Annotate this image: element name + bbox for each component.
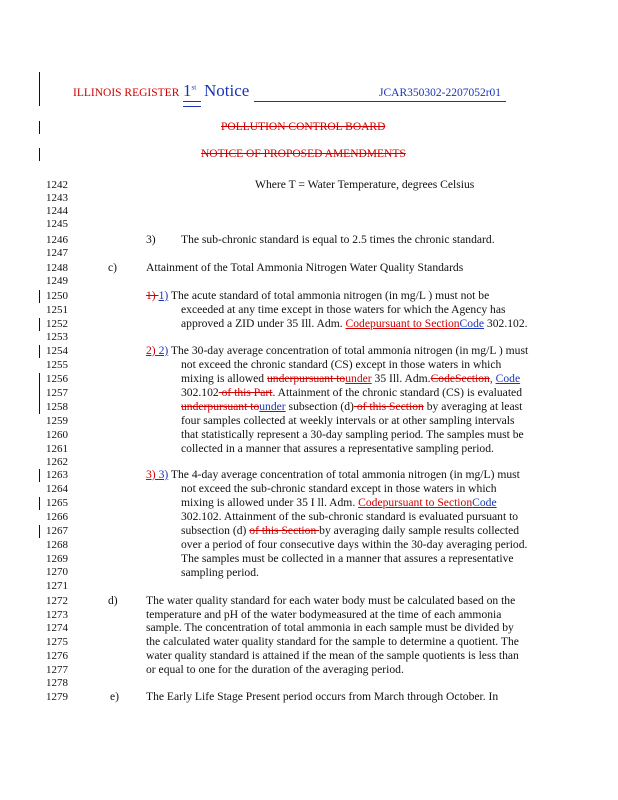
line-number: 1257 — [46, 387, 68, 399]
line-number: 1256 — [46, 373, 68, 385]
para-3-line-5 — [181, 524, 519, 537]
line-number: 1244 — [46, 205, 68, 217]
line-number: 1258 — [46, 401, 68, 413]
item-3-text: The sub-chronic standard is equal to 2.5 times the chronic standard. — [181, 233, 495, 246]
text-span: by averaging at least — [423, 400, 523, 413]
line-number: 1259 — [46, 415, 68, 427]
line-number: 1262 — [46, 456, 68, 468]
change-bar — [39, 318, 40, 331]
jcar-code: JCAR350302-2207052r01 — [379, 87, 502, 99]
deleted-text: of this Section — [249, 524, 320, 537]
text-span: mixing is allowed — [181, 372, 267, 385]
line-number: 1268 — [46, 539, 68, 551]
line-number: 1265 — [46, 497, 68, 509]
para-2-line-3 — [181, 372, 520, 385]
text-span: 35 Ill. Adm. — [371, 372, 431, 385]
text-span: The 4-day average concentration of total ammonia nitrogen (in mg/L) must — [168, 468, 520, 481]
para-2-line-4 — [181, 386, 522, 399]
line-number: 1254 — [46, 345, 68, 357]
line-number: 1243 — [46, 192, 68, 204]
para-3-line-4: 302.102. Attainment of the sub-chronic standard is evaluated pursuant to — [181, 510, 519, 523]
change-bar — [39, 469, 40, 482]
section-d-line-6: or equal to one for the duration of the averaging period. — [146, 663, 404, 676]
line-number: 1261 — [46, 443, 68, 455]
line-number: 1245 — [46, 218, 68, 230]
inserted-text: Code — [495, 372, 521, 385]
section-d-line-5: water quality standard is attained if the mean of the sample quotients is less than — [146, 649, 519, 662]
change-bar — [39, 525, 40, 538]
change-bar — [39, 497, 40, 510]
inserted-text: Code — [345, 317, 371, 330]
text-span: The acute standard of total ammonia nitrogen (in mg/L ) must not be — [168, 289, 490, 302]
para-3-line-7: The samples must be collected in a manner that assures a representative — [181, 552, 514, 565]
line-number: 1246 — [46, 234, 68, 246]
line-number: 1269 — [46, 553, 68, 565]
line-number: 1266 — [46, 511, 68, 523]
change-bar — [39, 121, 40, 134]
inserted-text: Code — [358, 496, 383, 509]
section-d-line-2: temperature and pH of the water bodymeasured at the time of each ammonia — [146, 608, 502, 621]
inserted-text: pursuant to Section — [370, 317, 460, 330]
para-1-line-3 — [181, 317, 528, 330]
line-number: 1253 — [46, 331, 68, 343]
para-3-line-1 — [146, 468, 520, 481]
line-number: 1278 — [46, 677, 68, 689]
line-number: 1270 — [46, 566, 68, 578]
line-number: 1276 — [46, 650, 68, 662]
text-span: 302.102 — [181, 386, 219, 399]
line-number: 1264 — [46, 483, 68, 495]
text-span: mixing is allowed under 35 I ll. Adm. — [181, 496, 359, 509]
line-number: 1272 — [46, 595, 68, 607]
section-d-letter: d) — [108, 594, 118, 607]
para-2-line-7: that statistically represent a 30-day sampling period. The samples must be — [181, 428, 524, 441]
line-number: 1260 — [46, 429, 68, 441]
section-e-line-1: The Early Life Stage Present period occurs from March through October. In — [146, 690, 499, 703]
line-number: 1250 — [46, 290, 68, 302]
line-number: 1248 — [46, 262, 68, 274]
change-bar — [39, 373, 40, 414]
para-2-line-5 — [181, 400, 522, 413]
line-number: 1252 — [46, 318, 68, 330]
first-mark-sup: st — [191, 83, 197, 92]
text-span: subsection (d) — [181, 524, 250, 537]
line-number: 1247 — [46, 247, 68, 259]
change-bar — [39, 345, 40, 358]
inserted-text: under — [259, 400, 286, 413]
para-3-line-6: over a period of four consecutive days within the 30-day averaging period. — [181, 538, 528, 551]
line-number: 1251 — [46, 304, 68, 316]
section-c-letter: c) — [108, 261, 118, 274]
change-bar — [39, 148, 40, 161]
para-2-line-1 — [146, 344, 528, 357]
para-2-line-8: collected in a manner that assures a representative sampling period. — [181, 442, 494, 455]
para-3-line-8: sampling period. — [181, 566, 259, 579]
line-number: 1263 — [46, 469, 68, 481]
section-c-heading: Attainment of the Total Ammonia Nitrogen Water Quality Standards — [146, 261, 464, 274]
inserted-text: under — [345, 372, 372, 385]
deleted-text: CodeSection — [430, 372, 490, 385]
line-number: 1275 — [46, 636, 68, 648]
text-span: approved a ZID under 35 Ill. Adm. — [181, 317, 346, 330]
formula-note: Where T = Water Temperature, degrees Celsius — [255, 178, 475, 191]
register-title: ILLINOIS REGISTER — [73, 87, 180, 99]
inserted-text: 3) — [158, 468, 169, 481]
inserted-text: Code — [459, 317, 485, 330]
notice-title: NOTICE OF PROPOSED AMENDMENTS — [201, 148, 406, 160]
text-span: 302.102. — [484, 317, 528, 330]
deleted-text: underpursuant to — [266, 372, 346, 385]
change-bar — [39, 72, 40, 106]
line-number: 1277 — [46, 664, 68, 676]
section-d-line-4: the calculated water quality standard for the sample to determine a quotient. The — [146, 635, 519, 648]
line-number: 1274 — [46, 622, 68, 634]
text-span: by averaging daily sample results collected — [319, 524, 520, 537]
line-number: 1242 — [46, 179, 68, 191]
line-number: 1255 — [46, 359, 68, 371]
section-d-line-3: sample. The concentration of total ammonia in each sample must be divided by — [146, 621, 514, 634]
para-1-line-2: exceeded at any time except in those waters for which the Agency has — [181, 303, 506, 316]
para-3-line-3 — [181, 496, 497, 509]
line-number: 1267 — [46, 525, 68, 537]
para-1-line-1 — [146, 289, 489, 302]
section-d-line-1: The water quality standard for each water body must be calculated based on the — [146, 594, 516, 607]
section-e-letter: e) — [110, 690, 120, 703]
inserted-text: pursuant to Section — [382, 496, 473, 509]
inserted-text: Code — [472, 496, 497, 509]
para-2-line-2: not exceed the chronic standard (CS) except in those waters in which — [181, 358, 502, 371]
board-name: POLLUTION CONTROL BOARD — [221, 121, 386, 133]
deleted-text: of this Part — [218, 386, 273, 399]
first-mark — [183, 81, 196, 101]
inserted-text: 2) — [146, 344, 159, 357]
deleted-text: underpursuant to — [181, 400, 260, 413]
header-underline — [254, 101, 506, 102]
para-3-line-2: not exceed the sub-chronic standard except in those waters in which — [181, 482, 497, 495]
text-span: The 30-day average concentration of total ammonia nitrogen (in mg/L ) must — [168, 344, 529, 357]
text-span: subsection (d) — [285, 400, 354, 413]
deleted-text: 1) — [146, 289, 159, 302]
line-number: 1271 — [46, 580, 68, 592]
line-number: 1273 — [46, 609, 68, 621]
line-number: 1249 — [46, 275, 68, 287]
text-span: , — [489, 372, 496, 385]
text-span: . Attainment of the chronic standard (CS) is evaluated — [272, 386, 522, 399]
inserted-text: 2) — [158, 344, 169, 357]
para-2-line-6: four samples collected at weekly intervals or at other sampling intervals — [181, 414, 515, 427]
notice-label: Notice — [204, 81, 250, 100]
first-mark-digit: 1 — [183, 81, 192, 100]
first-mark-double-underline — [183, 101, 201, 107]
item-3-number: 3) — [146, 233, 156, 246]
deleted-text: of this Section — [353, 400, 424, 413]
line-number: 1279 — [46, 691, 68, 703]
change-bar — [39, 290, 40, 303]
inserted-text: 1) — [158, 289, 169, 302]
inserted-text: 3) — [146, 468, 159, 481]
